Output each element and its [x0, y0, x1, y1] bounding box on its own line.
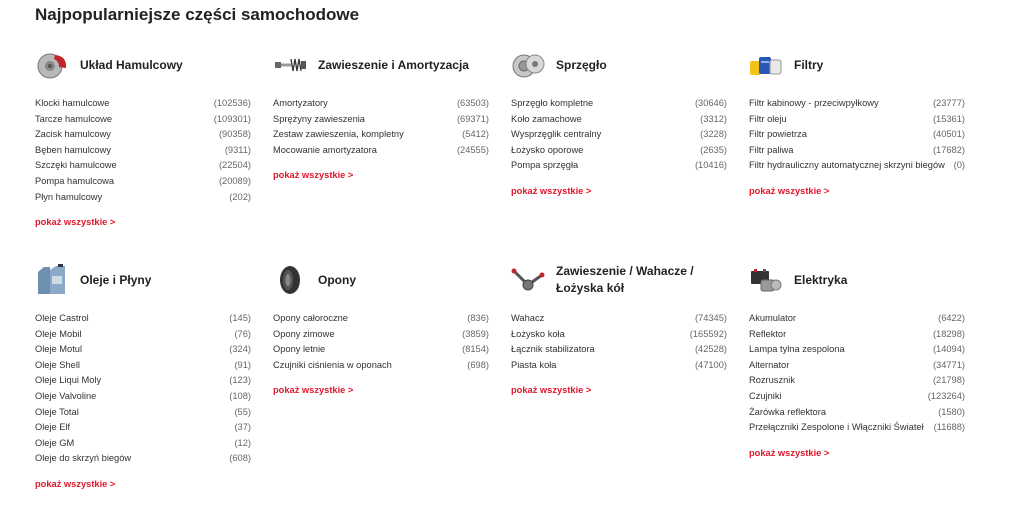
list-item[interactable]: [35, 451, 251, 467]
item-label[interactable]: Opony zimowe: [273, 328, 335, 339]
item-label[interactable]: Zacisk hamulcowy: [35, 129, 111, 140]
item-label[interactable]: Oleje Mobil: [35, 328, 82, 339]
category-title[interactable]: Opony: [318, 272, 356, 287]
item-label[interactable]: Wysprzęglik centralny: [511, 129, 602, 140]
item-label[interactable]: Czujniki ciśnienia w oponach: [273, 359, 392, 370]
item-count: (102536): [213, 98, 251, 108]
item-label[interactable]: Reflektor: [749, 328, 787, 339]
item-count: (30646): [694, 98, 727, 108]
category-title[interactable]: Filtry: [794, 57, 824, 72]
list-item[interactable]: [273, 112, 489, 128]
item-count: (18298): [932, 328, 965, 339]
item-label[interactable]: Wahacz: [511, 313, 545, 323]
item-count: (3228): [700, 129, 727, 140]
list-item[interactable]: [35, 112, 251, 128]
list-item[interactable]: [749, 112, 965, 128]
category-filters: [749, 45, 965, 199]
list-item[interactable]: [749, 327, 965, 343]
item-label[interactable]: Koło zamachowe: [511, 113, 582, 124]
item-count: (55): [234, 406, 251, 417]
wishbone-icon[interactable]: [511, 263, 545, 297]
item-count: (3312): [700, 113, 727, 124]
category-item-list: [749, 311, 965, 436]
item-label[interactable]: Piasta koła: [511, 359, 557, 370]
item-label[interactable]: Filtr powietrza: [749, 129, 807, 140]
clutch-icon[interactable]: [511, 48, 545, 82]
list-item[interactable]: [511, 96, 727, 112]
item-count: (17682): [932, 144, 965, 155]
item-count: (76): [234, 328, 251, 339]
list-item[interactable]: [35, 373, 251, 389]
category-item-list: [511, 311, 727, 373]
list-item[interactable]: [35, 190, 251, 206]
list-item[interactable]: [749, 311, 965, 327]
item-label[interactable]: Oleje Liqui Moly: [35, 375, 102, 386]
item-count: (108): [229, 390, 251, 401]
list-item[interactable]: [35, 127, 251, 143]
item-count: (91): [234, 359, 251, 370]
list-item[interactable]: [35, 174, 251, 190]
list-item[interactable]: [749, 373, 965, 389]
item-count: (698): [467, 359, 489, 370]
item-label[interactable]: Klocki hamulcowe: [35, 98, 110, 108]
battery-icon[interactable]: [749, 263, 783, 297]
item-label[interactable]: Sprężyny zawieszenia: [273, 113, 365, 124]
item-count: (11688): [933, 422, 965, 433]
item-count: (324): [229, 344, 251, 355]
item-count: (90358): [218, 129, 251, 140]
list-item[interactable]: [35, 96, 251, 112]
filters-icon[interactable]: [749, 48, 783, 82]
item-label[interactable]: Mocowanie amortyzatora: [273, 144, 377, 155]
list-item[interactable]: [35, 405, 251, 421]
item-label[interactable]: Oleje Castrol: [35, 313, 89, 323]
category-clutch: [511, 45, 727, 199]
item-count: (0): [953, 160, 965, 171]
item-count: (608): [229, 453, 251, 464]
category-title[interactable]: Układ Hamulcowy: [80, 57, 183, 72]
list-item[interactable]: [749, 143, 965, 159]
item-count: (165592): [689, 328, 727, 339]
list-item[interactable]: [511, 358, 727, 374]
item-label[interactable]: Pompa sprzęgła: [511, 160, 579, 171]
category-item-list: [511, 96, 727, 174]
item-label[interactable]: Alternator: [749, 359, 790, 370]
shock-absorber-icon[interactable]: [273, 48, 307, 82]
item-label[interactable]: Oleje Total: [35, 406, 79, 417]
item-label[interactable]: Żarówka reflektora: [749, 406, 826, 417]
list-item[interactable]: [273, 311, 489, 327]
list-item[interactable]: [273, 327, 489, 343]
item-count: (15361): [932, 113, 965, 124]
item-label[interactable]: Tarcze hamulcowe: [35, 113, 112, 124]
list-item[interactable]: [511, 327, 727, 343]
category-electrics: [749, 260, 965, 461]
list-item[interactable]: [511, 342, 727, 358]
list-item[interactable]: [749, 405, 965, 421]
category-item-list: [35, 96, 251, 205]
show-all-link[interactable]: pokaż wszystkie >: [749, 447, 830, 458]
item-count: (836): [467, 313, 489, 323]
item-count: (8154): [462, 344, 489, 355]
category-brakes: [35, 45, 251, 230]
item-label[interactable]: Oleje Elf: [35, 422, 71, 433]
item-count: (123264): [927, 390, 965, 401]
item-count: (145): [229, 313, 251, 323]
show-all-link[interactable]: pokaż wszystkie >: [35, 478, 116, 489]
list-item[interactable]: [35, 420, 251, 436]
item-count: (47100): [694, 359, 727, 370]
list-item[interactable]: [273, 358, 489, 374]
item-count: (63503): [456, 98, 489, 108]
category-title[interactable]: Oleje i Płyny: [80, 272, 152, 287]
item-label[interactable]: Łożysko koła: [511, 328, 565, 339]
item-label[interactable]: Płyn hamulcowy: [35, 191, 103, 202]
list-item[interactable]: [35, 436, 251, 452]
item-count: (9311): [224, 144, 251, 155]
item-label[interactable]: Zestaw zawieszenia, kompletny: [273, 129, 404, 140]
item-count: (37): [234, 422, 251, 433]
list-item[interactable]: [35, 342, 251, 358]
list-item[interactable]: [511, 143, 727, 159]
list-item[interactable]: [749, 127, 965, 143]
list-item[interactable]: [749, 96, 965, 112]
category-tires: [273, 260, 489, 398]
item-label[interactable]: Akumulator: [749, 313, 797, 323]
item-count: (1580): [938, 406, 965, 417]
show-all-link[interactable]: pokaż wszystkie >: [273, 385, 354, 396]
list-item[interactable]: [273, 96, 489, 112]
item-label[interactable]: Czujniki: [749, 390, 782, 401]
item-label[interactable]: Opony letnie: [273, 344, 326, 355]
item-label[interactable]: Bęben hamulcowy: [35, 144, 111, 155]
oil-canister-icon[interactable]: [35, 263, 69, 297]
list-item[interactable]: [35, 143, 251, 159]
category-title[interactable]: Zawieszenie i Amortyzacja: [318, 57, 469, 72]
list-item[interactable]: [511, 158, 727, 174]
show-all-link[interactable]: pokaż wszystkie >: [273, 170, 354, 181]
item-count: (3859): [462, 328, 489, 339]
list-item[interactable]: [273, 127, 489, 143]
item-count: (23777): [932, 98, 965, 108]
list-item[interactable]: [511, 311, 727, 327]
item-count: (14094): [932, 344, 965, 355]
list-item[interactable]: [749, 358, 965, 374]
category-item-list: [273, 311, 489, 373]
item-label[interactable]: Filtr hydrauliczny automatycznej skrzyni biegów: [749, 160, 945, 171]
item-count: (42528): [694, 344, 727, 355]
item-count: (74345): [694, 313, 727, 323]
item-count: (202): [229, 191, 251, 202]
list-item[interactable]: [35, 389, 251, 405]
show-all-link[interactable]: pokaż wszystkie >: [35, 217, 116, 228]
list-item[interactable]: [273, 143, 489, 159]
item-label[interactable]: Filtr oleju: [749, 113, 787, 124]
show-all-link[interactable]: pokaż wszystkie >: [511, 185, 592, 196]
list-item[interactable]: [35, 358, 251, 374]
list-item[interactable]: [749, 158, 965, 174]
list-item[interactable]: [749, 389, 965, 405]
item-count: (109301): [213, 113, 251, 124]
item-count: (20089): [218, 175, 251, 186]
list-item[interactable]: [511, 127, 727, 143]
item-label[interactable]: Amortyzatory: [273, 98, 328, 108]
item-count: (22504): [218, 160, 251, 171]
item-label[interactable]: Łożysko oporowe: [511, 144, 584, 155]
item-label[interactable]: Lampa tylna zespolona: [749, 344, 845, 355]
item-count: (40501): [932, 129, 965, 140]
list-item[interactable]: [35, 327, 251, 343]
item-count: (5412): [462, 129, 489, 140]
show-all-link[interactable]: pokaż wszystkie >: [511, 385, 592, 396]
page-title: Najpopularniejsze części samochodowe: [35, 5, 360, 24]
item-label[interactable]: Przełączniki Zespolone i Włączniki Świateł: [749, 422, 924, 433]
tire-icon[interactable]: [273, 263, 307, 297]
item-count: (21798): [932, 375, 965, 386]
category-title[interactable]: Elektryka: [794, 272, 848, 287]
item-count: (69371): [456, 113, 489, 124]
category-suspension: [273, 45, 489, 183]
category-item-list: [273, 96, 489, 158]
item-count: (34771): [932, 359, 965, 370]
list-item[interactable]: [273, 342, 489, 358]
item-label[interactable]: Oleje Shell: [35, 359, 80, 370]
item-label[interactable]: Pompa hamulcowa: [35, 175, 115, 186]
list-item[interactable]: [749, 342, 965, 358]
item-label[interactable]: Oleje Valvoline: [35, 390, 97, 401]
list-item[interactable]: [35, 311, 251, 327]
item-label[interactable]: Oleje Motul: [35, 344, 83, 355]
item-label[interactable]: Rozrusznik: [749, 375, 795, 386]
category-title[interactable]: Sprzęgło: [556, 57, 607, 72]
category-item-list: [35, 311, 251, 467]
item-count: (24555): [456, 144, 489, 155]
list-item[interactable]: [749, 420, 965, 436]
show-all-link[interactable]: pokaż wszystkie >: [749, 185, 830, 196]
category-wishbones: [511, 260, 727, 398]
item-count: (6422): [938, 313, 965, 323]
category-title[interactable]: Zawieszenie / Wahacze / Łożyska kół: [556, 264, 694, 295]
item-count: (10416): [694, 160, 727, 171]
item-label[interactable]: Opony całoroczne: [273, 313, 348, 323]
item-label[interactable]: Oleje do skrzyń biegów: [35, 453, 132, 464]
item-label[interactable]: Łącznik stabilizatora: [511, 344, 595, 355]
item-count: (2635): [700, 144, 727, 155]
item-label[interactable]: Szczęki hamulcowe: [35, 160, 117, 171]
item-label[interactable]: Sprzęgło kompletne: [511, 98, 594, 108]
list-item[interactable]: [35, 158, 251, 174]
item-label[interactable]: Filtr kabinowy - przeciwpyłkowy: [749, 98, 879, 108]
item-count: (123): [229, 375, 251, 386]
category-item-list: [749, 96, 965, 174]
item-count: (12): [234, 437, 251, 448]
category-oils: [35, 260, 251, 492]
list-item[interactable]: [511, 112, 727, 128]
item-label[interactable]: Oleje GM: [35, 437, 75, 448]
item-label[interactable]: Filtr paliwa: [749, 144, 794, 155]
brake-disc-icon[interactable]: [35, 48, 69, 82]
